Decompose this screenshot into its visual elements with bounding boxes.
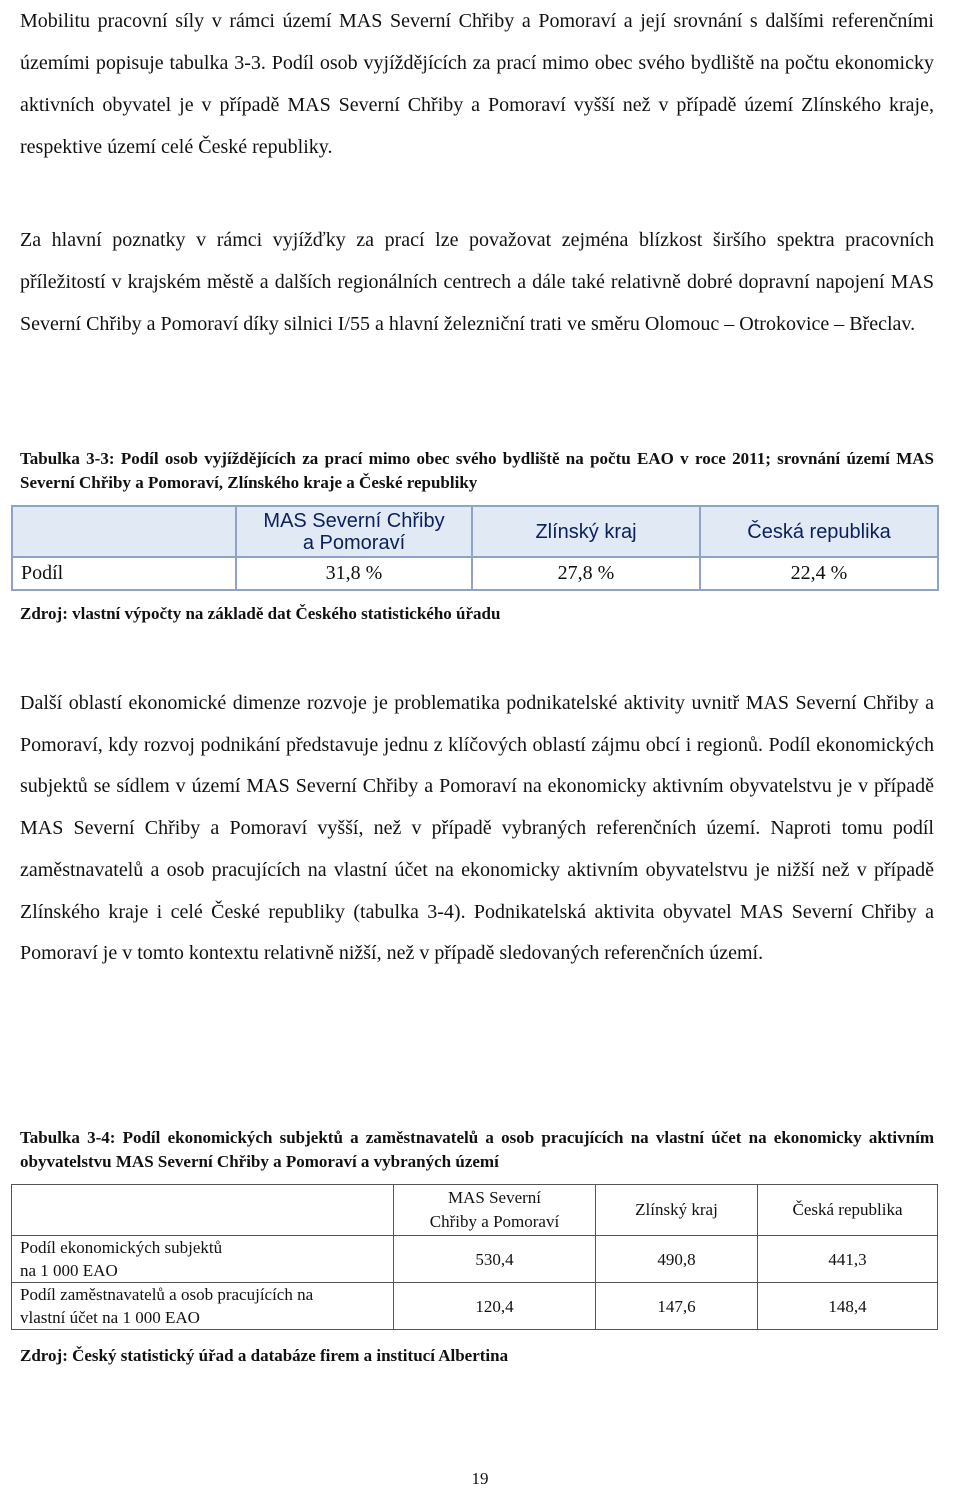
table-header-row bbox=[12, 1185, 938, 1236]
table-3-3 bbox=[11, 505, 939, 591]
cell-value-mas: 530,4 bbox=[394, 1236, 596, 1283]
paragraph-commuting-findings: Za hlavní poznatky v rámci vyjížďky za prací lze považovat zejména blízkost širšího spektra pracovních příležitostí v krajském městě a dalších regionálních centrech a dále také relativně dobré dopravní napojení MAS Severní Chřiby a Pomoraví díky silnici I/55 a hlavní železniční trati ve směru Olomouc – Otrokovice – Břeclav. bbox=[20, 229, 934, 335]
cell-value-zlin: 147,6 bbox=[596, 1283, 758, 1330]
table-3-3-caption: Tabulka 3-3: Podíl osob vyjíždějících za prací mimo obec svého bydliště na počtu EAO v roce 2011; srovnání území MAS Severní Chřiby a Pomoraví, Zlínského kraje a České republiky bbox=[20, 449, 934, 492]
table-header-row bbox=[12, 506, 938, 557]
row-label-line2: na 1 000 EAO bbox=[20, 1261, 118, 1280]
cell-value-cr: 441,3 bbox=[758, 1236, 938, 1283]
column-header-cr: Česká republika bbox=[758, 1185, 938, 1236]
cell-value-zlin: 490,8 bbox=[596, 1236, 758, 1283]
cell-value-mas: 31,8 % bbox=[236, 557, 472, 590]
row-label-line1: Podíl ekonomických subjektů bbox=[20, 1238, 223, 1257]
table-row bbox=[12, 1236, 938, 1283]
column-header-zlin: Zlínský kraj bbox=[472, 506, 700, 557]
table-3-4-source: Zdroj: Český statistický úřad a databáze firem a institucí Albertina bbox=[20, 1346, 509, 1365]
column-header-mas bbox=[236, 506, 472, 557]
row-label-line2: vlastní účet na 1 000 EAO bbox=[20, 1308, 200, 1327]
row-label bbox=[12, 1236, 394, 1283]
paragraph-labor-mobility: Mobilitu pracovní síly v rámci území MAS Severní Chřiby a Pomoraví a její srovnání s dalšími referenčními územími popisuje tabulka 3-3. Podíl osob vyjíždějících za prací mimo obec svého bydliště na počtu ekonomicky aktivních obyvatel je v případě MAS Severní Chřiby a Pomoraví vyšší než v případě území Zlínského kraje, respektive území celé České republiky. bbox=[20, 10, 934, 158]
column-header-mas-line1: MAS Severní bbox=[447, 1188, 542, 1207]
paragraph-business-activity: Další oblastí ekonomické dimenze rozvoje je problematika podnikatelské aktivity uvnitř MAS Severní Chřiby a Pomoraví, kdy rozvoj podnikání představuje jednu z klíčových oblastí zájmu obcí i regionů. Podíl ekonomických subjektů se sídlem v území MAS Severní Chřiby a Pomoraví na ekonomicky aktivním obyvatelstvu je v případě MAS Severní Chřiby a Pomoraví vyšší, než v případě vybraných referenčních území. Naproti tomu podíl zaměstnavatelů a osob pracujících na vlastní účet na ekonomicky aktivním obyvatelstvu je nižší než v případě Zlínského kraje i celé České republiky (tabulka 3-4). Podnikatelská aktivita obyvatel MAS Severní Chřiby a Pomoraví je v tomto kontextu relativně nižší, než v případě sledovaných referenčních území. bbox=[20, 692, 934, 965]
table-3-4 bbox=[11, 1184, 938, 1330]
cell-value-cr: 22,4 % bbox=[700, 557, 938, 590]
table-3-4-caption: Tabulka 3-4: Podíl ekonomických subjektů a zaměstnavatelů a osob pracujících na vlastní účet na ekonomicky aktivním obyvatelstvu MAS Severní Chřiby a Pomoraví a vybraných území bbox=[20, 1128, 934, 1171]
column-header-mas bbox=[394, 1185, 596, 1236]
page-number: 19 bbox=[471, 1469, 489, 1488]
cell-value-mas: 120,4 bbox=[394, 1283, 596, 1330]
column-header-cr: Česká republika bbox=[700, 506, 938, 557]
table-row bbox=[12, 557, 938, 590]
table-3-3-source: Zdroj: vlastní výpočty na základě dat Českého statistického úřadu bbox=[20, 604, 501, 623]
table-header-empty-cell bbox=[12, 1185, 394, 1236]
cell-value-cr: 148,4 bbox=[758, 1283, 938, 1330]
column-header-mas-line2: a Pomoraví bbox=[302, 531, 406, 554]
table-row bbox=[12, 1283, 938, 1330]
row-label: Podíl bbox=[12, 557, 236, 590]
row-label bbox=[12, 1283, 394, 1330]
column-header-mas-line2: Chřiby a Pomoraví bbox=[429, 1212, 560, 1231]
row-label-line1: Podíl zaměstnavatelů a osob pracujících na bbox=[20, 1285, 314, 1304]
column-header-mas-line1: MAS Severní Chřiby bbox=[263, 509, 445, 532]
column-header-zlin: Zlínský kraj bbox=[596, 1185, 758, 1236]
table-header-empty-cell bbox=[12, 506, 236, 557]
cell-value-zlin: 27,8 % bbox=[472, 557, 700, 590]
